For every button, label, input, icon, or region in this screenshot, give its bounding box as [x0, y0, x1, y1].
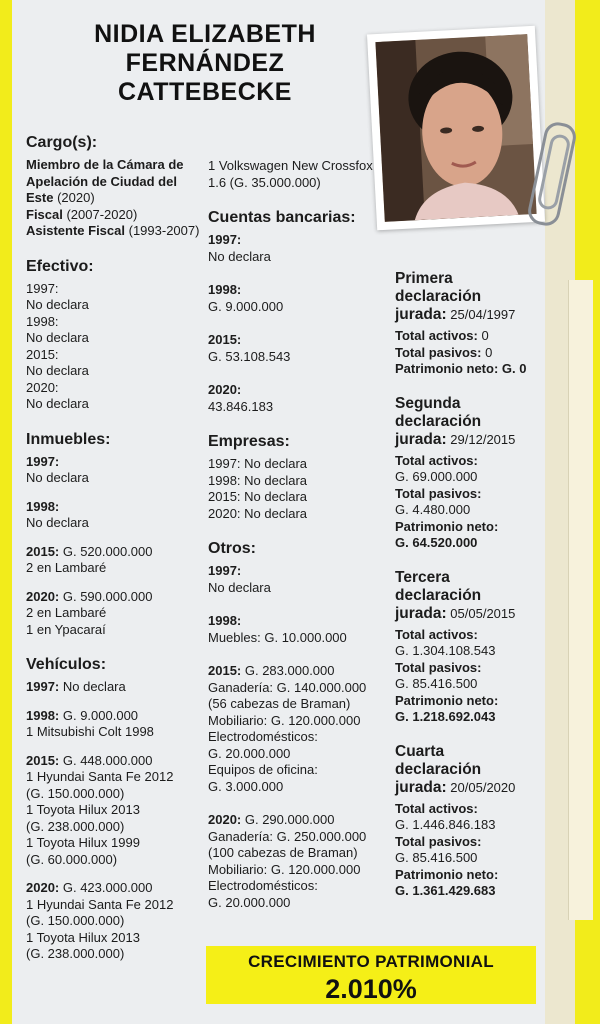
otros-entry: 1997: No declara: [208, 563, 271, 595]
vehiculos-heading: Vehículos:: [26, 656, 107, 673]
inmueble-entry: 1998: No declara: [26, 498, 89, 530]
vehiculo-continuation: 1.6 (G. 35.000.000): [208, 174, 321, 190]
cargos-heading: Cargo(s):: [26, 134, 98, 151]
declaracion-block: Tercera declaración jurada: 05/05/2015 Total activos: G. 1.304.108.543 Total pasivos: G. 85.416.500 Patrimonio neto: G. 1.218.692.043: [395, 568, 516, 724]
efectivo-line: No declara: [26, 297, 89, 312]
empresa-line: 2020: No declara: [208, 505, 308, 521]
declaracion-block: Cuarta declaración jurada: 20/05/2020 Total activos: G. 1.446.846.183 Total pasivos: G. 85.416.500 Patrimonio neto: G. 1.361.429.683: [395, 742, 516, 898]
cuenta-entry: 1997: No declara: [208, 232, 271, 264]
cuenta-entry: 2015: G. 53.108.543: [208, 332, 291, 364]
empresa-line: 1998: No declara: [208, 472, 308, 488]
vehiculo-entry: 1998: G. 9.000.000 1 Mitsubishi Colt 1998: [26, 707, 154, 739]
column-right: [395, 270, 545, 900]
empresas-heading: Empresas:: [208, 433, 290, 450]
portrait-image: [375, 34, 536, 222]
inmueble-entry: 2020: G. 590.000.000 2 en Lambaré 1 en Ypacaraí: [26, 588, 153, 637]
portrait-photo: [367, 26, 545, 231]
cuentas-heading: Cuentas bancarias:: [208, 209, 356, 226]
growth-value: 2.010%: [325, 974, 417, 1004]
declaracion-block: Segunda declaración jurada: 29/12/2015 Total activos: G. 69.000.000 Total pasivos: G. 4.480.000 Patrimonio neto: G. 64.520.000: [395, 394, 516, 550]
efectivo-heading: Efectivo:: [26, 257, 94, 275]
vehiculo-continuation: 1 Volkswagen New Crossfox: [208, 158, 373, 173]
declaracion-block: Primera declaración jurada: 25/04/1997 Total activos: 0 Total pasivos: 0 Patrimonio neto: G. 0: [395, 270, 527, 376]
efectivo-line: No declara: [26, 363, 89, 378]
column-middle: [208, 158, 388, 911]
cargo-item: Fiscal (2007-2020): [26, 206, 138, 222]
cuenta-entry: 1998: G. 9.000.000: [208, 282, 284, 314]
vehiculo-entry: 2020: G. 423.000.000 1 Hyundai Santa Fe 2012 (G. 150.000.000) 1 Toyota Hilux 2013 (G. 238.000.000): [26, 880, 174, 961]
empresa-line: 1997: No declara: [208, 456, 308, 471]
inmueble-entry: 1997: No declara: [26, 453, 89, 485]
otros-entry: 2015: G. 283.000.000 Ganadería: G. 140.000.000 (56 cabezas de Braman) Mobiliario: G. 120.000.000 Electrodomésticos: G. 20.000.000 Equipos de oficina: G. 3.000.000: [208, 663, 367, 794]
efectivo-line: 1998:: [26, 313, 59, 329]
vehiculo-entry: 1997: No declara: [26, 679, 126, 694]
page-title: [40, 20, 370, 107]
cargo-item: Miembro de la Cámara de Apelación de Ciudad del Este (2020): [26, 157, 184, 205]
growth-label: CRECIMIENTO PATRIMONIAL: [248, 952, 494, 971]
title-line: NIDIA ELIZABETH: [94, 20, 316, 48]
column-left: [26, 133, 201, 963]
title-line: FERNÁNDEZ: [125, 49, 285, 77]
otros-entry: 2020: G. 290.000.000 Ganadería: G. 250.000.000 (100 cabezas de Braman) Mobiliario: G. 120.000.000 Electrodomésticos: G. 20.000.000: [208, 812, 367, 910]
efectivo-line: No declara: [26, 330, 89, 345]
cargo-item: Asistente Fiscal (1993-2007): [26, 223, 200, 238]
inmueble-entry: 2015: G. 520.000.000 2 en Lambaré: [26, 543, 153, 575]
folder-edge: [568, 280, 593, 920]
cuenta-entry: 2020: 43.846.183: [208, 382, 274, 414]
otros-entry: 1998: Muebles: G. 10.000.000: [208, 613, 347, 645]
efectivo-line: 2015:: [26, 346, 59, 362]
title-line: CATTEBECKE: [118, 78, 292, 106]
growth-banner: [206, 946, 536, 1004]
otros-heading: Otros:: [208, 540, 256, 557]
efectivo-line: No declara: [26, 396, 89, 411]
inmuebles-heading: Inmuebles:: [26, 430, 111, 448]
efectivo-line: 1997:: [26, 280, 59, 296]
empresa-line: 2015: No declara: [208, 489, 308, 504]
efectivo-line: 2020:: [26, 379, 59, 395]
vehiculo-entry: 2015: G. 448.000.000 1 Hyundai Santa Fe 2012 (G. 150.000.000) 1 Toyota Hilux 2013 (G. 238.000.000) 1 Toyota Hilux 1999 (G. 60.000.000): [26, 752, 174, 867]
